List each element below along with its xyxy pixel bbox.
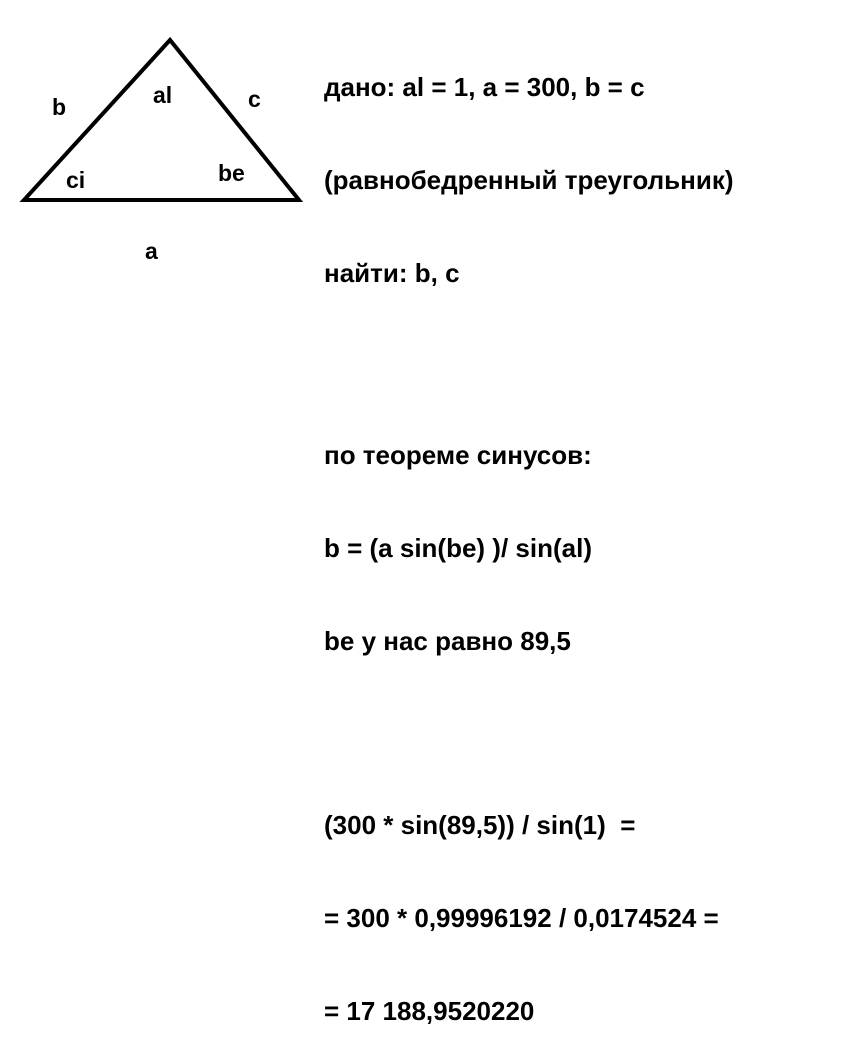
spacer	[324, 351, 849, 378]
formula-line: b = (a sin(be) )/ sin(al)	[324, 533, 592, 563]
given-line: дано: al = 1, a = 300, b = c	[324, 72, 645, 102]
isosceles-note-line: (равнобедренный треугольник)	[324, 165, 734, 195]
spacer	[324, 719, 849, 748]
find-line: найти: b, c	[324, 258, 460, 288]
angle-ci-label: ci	[66, 167, 86, 193]
theorem-line: по теореме синусов:	[324, 440, 592, 470]
angle-al-label: al	[153, 82, 173, 108]
be-value-line: be у нас равно 89,5	[324, 626, 571, 656]
calc-line-3: = 17 188,9520220	[324, 996, 535, 1026]
calc-line-1: (300 * sin(89,5)) / sin(1) =	[324, 810, 636, 840]
solution-text	[324, 10, 849, 1058]
isosceles-triangle-diagram	[0, 0, 320, 300]
side-c-label: c	[248, 86, 261, 112]
angle-be-label: be	[218, 160, 245, 186]
side-b-label: b	[52, 94, 67, 120]
side-a-label: a	[145, 238, 158, 264]
calc-line-2: = 300 * 0,99996192 / 0,0174524 =	[324, 903, 719, 933]
